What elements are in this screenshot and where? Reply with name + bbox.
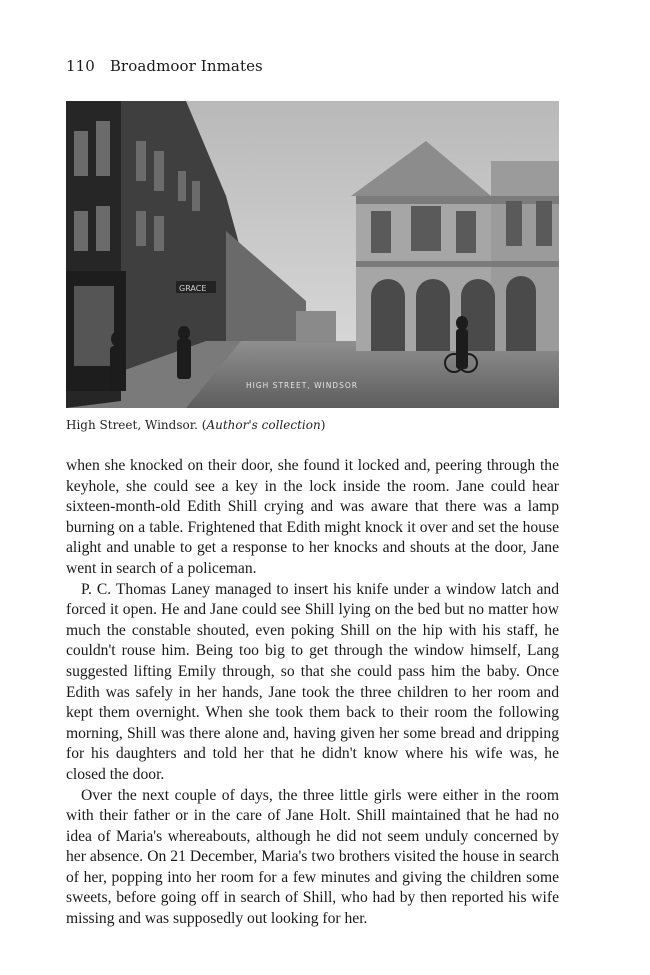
photo-street-label: HIGH STREET, WINDSOR: [246, 381, 358, 390]
paragraph: Over the next couple of days, the three little girls were either in the room with their father or in the care of Jane Holt. Shill maintained that he had no idea of Maria's whereabouts, although he did not seem unduly concerned by her absence. On 21 December, Maria's two brothers visited the house in search of her, popping into her room for a few minutes and giving the children some sweets, before going off in search of Shill, who had by then reported his wife missing and was supposedly out looking for her.: [66, 786, 559, 928]
caption-close: ): [320, 418, 326, 432]
paragraph: when she knocked on their door, she found it locked and, peering through the keyhole, she could see a key in the lock inside the room. Jane could hear sixteen-month-old Edith Shill crying and was aware that there was a lamp burning on a table. Frightened that Edith might knock it over and set the house alight and unable to get a response to her knocks and shouts at the door, Jane went in search of a policeman.: [66, 457, 559, 577]
running-head: [66, 57, 263, 75]
figure-caption: [66, 418, 325, 432]
caption-credit: Author's collection: [206, 418, 321, 432]
shop-sign: GRACE: [179, 284, 207, 293]
running-title: Broadmoor Inmates: [109, 57, 263, 75]
page-number: 110: [66, 57, 95, 75]
street-photograph: [66, 101, 559, 408]
photo-illustration: [66, 101, 559, 408]
caption-text: High Street, Windsor. (: [66, 418, 207, 432]
body-text: [66, 456, 559, 930]
paragraph: P. C. Thomas Laney managed to insert his knife under a window latch and forced it open. He and Jane could see Shill lying on the bed but no matter how much the constable shouted, even poking Shill on the hip with his staff, he couldn't rouse him. Being too big to get through the window himself, Lang suggested lifting Emily through, so that she could pass him the baby. Once Edith was safely in her hands, Jane took the three children to her room and kept them overnight. When she took them back to their room the following morning, Shill was there alone and, having given her some bread and dripping for his daughters and told her that he didn't know where his wife was, he closed the door.: [66, 580, 559, 783]
